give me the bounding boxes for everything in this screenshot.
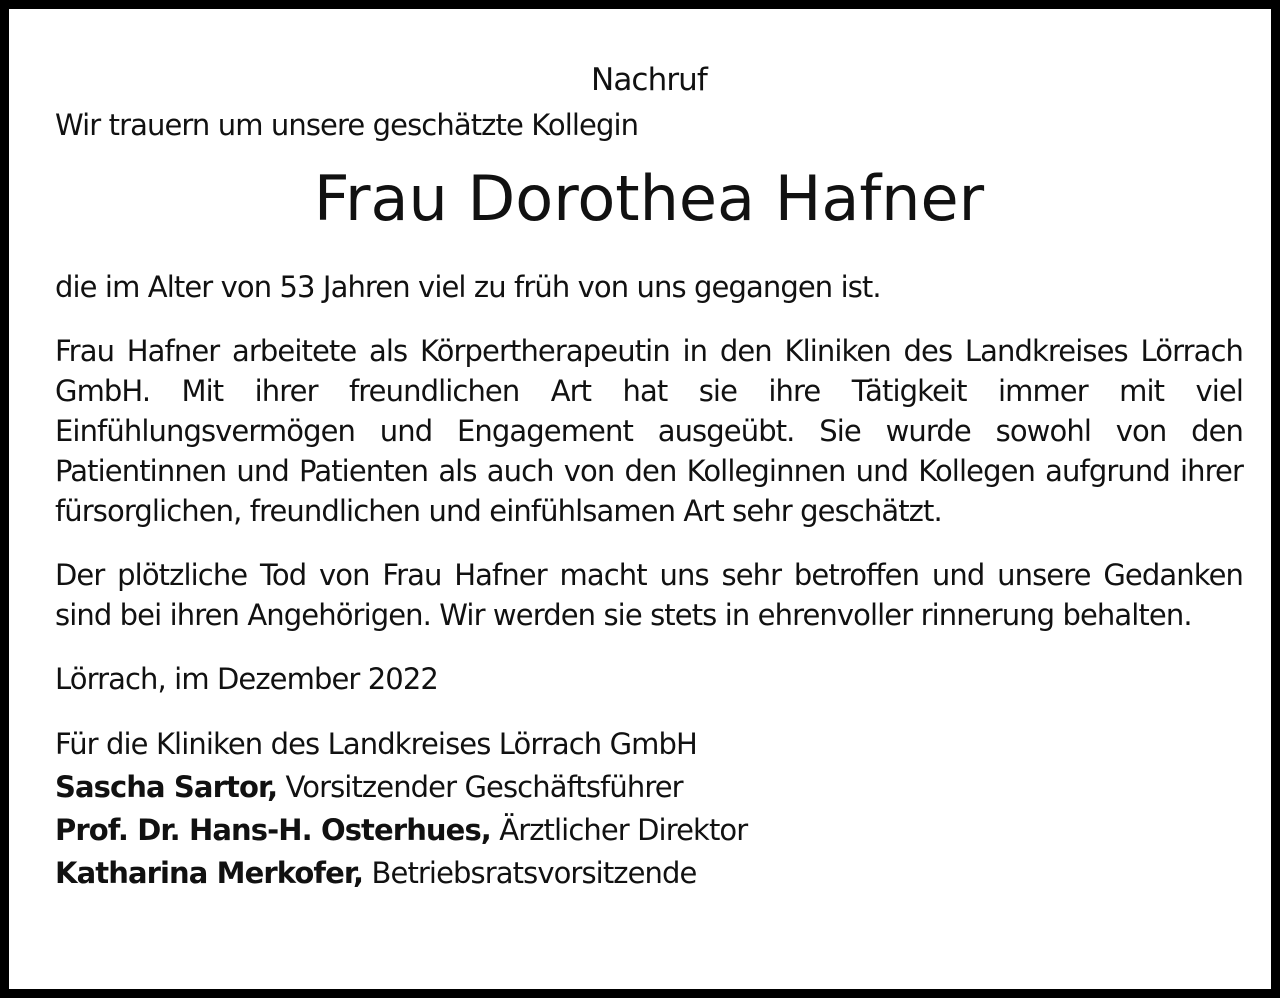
organization-line: Für die Kliniken des Landkreises Lörrach GmbH (55, 727, 697, 761)
place-date: Lörrach, im Dezember 2022 (55, 662, 438, 696)
signatory (55, 852, 1243, 895)
signatory-role: Vorsitzender Geschäftsführer (277, 770, 683, 804)
obituary-notice (55, 55, 1243, 895)
signatories-block (55, 723, 1243, 895)
age-line: die im Alter von 53 Jahren viel zu früh von uns gegangen ist. (55, 270, 881, 304)
signatory (55, 809, 1243, 852)
signatory-name: Katharina Merkofer, (55, 856, 364, 890)
deceased-name: Frau Dorothea Hafner (313, 162, 985, 235)
signatory (55, 766, 1243, 809)
condolence-paragraph: Der plötzliche Tod von Frau Hafner macht uns sehr betroffen und unsere Gedanken sind bei ihren Angehörigen. Wir werden sie stets in ehrenvoller rinnerung behalten. (55, 558, 1243, 632)
signatory-role: Betriebsratsvorsitzende (363, 856, 697, 890)
tribute-paragraph: Frau Hafner arbeitete als Körpertherapeutin in den Kliniken des Landkreises Lörrach GmbH. Mit ihrer freundlichen Art hat sie ihre Tätigkeit immer mit viel Einfühlungsvermögen und Engagement ausgeübt. Sie wurde sowohl von den Patientinnen und Patienten als auch von den Kolleginnen und Kollegen aufgrund ihrer fürsorglichen, freundlichen und einfühlsamen Art sehr geschätzt. (55, 334, 1243, 528)
signatory-name: Sascha Sartor, (55, 770, 278, 804)
intro-line: Wir trauern um unsere geschätzte Kollegin (55, 108, 639, 142)
signatory-name: Prof. Dr. Hans-H. Osterhues, (55, 813, 491, 847)
signatory-role: Ärztlicher Direktor (490, 813, 748, 847)
notice-heading: Nachruf (591, 62, 707, 98)
